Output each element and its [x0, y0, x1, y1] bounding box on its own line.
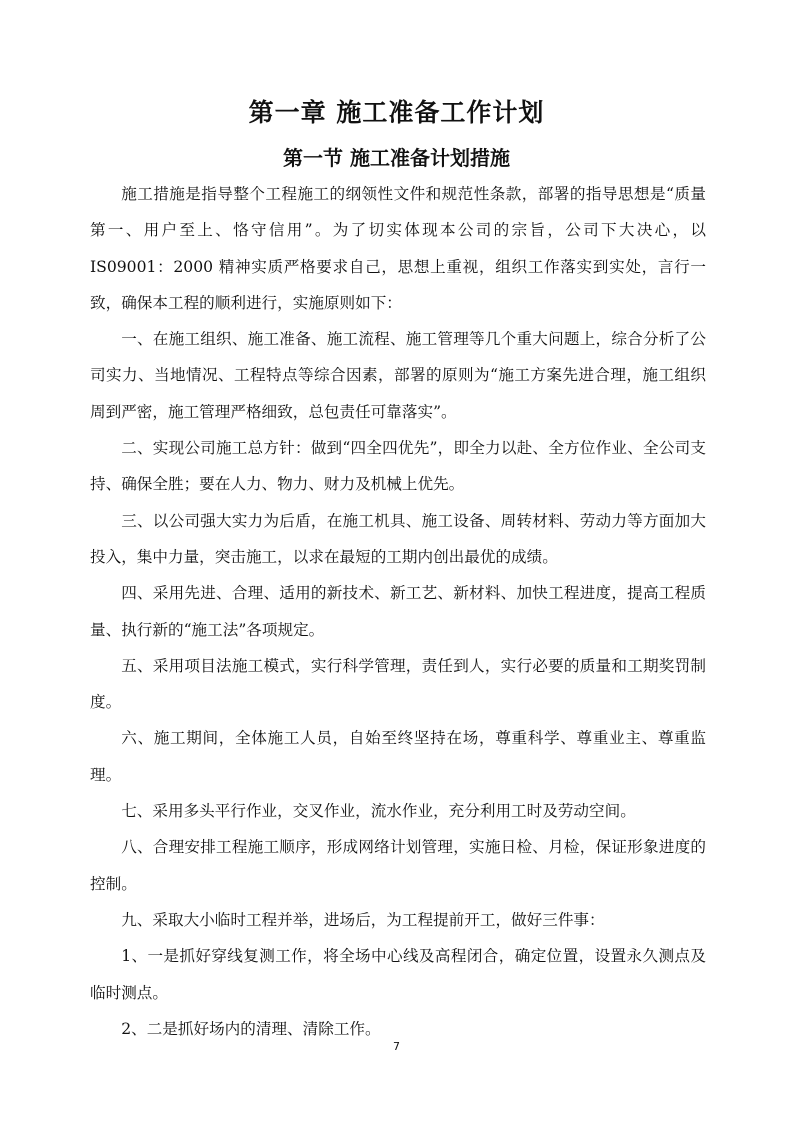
paragraph-item-1: 一、在施工组织、施工准备、施工流程、施工管理等几个重大问题上，综合分析了公司实力、当地情况、工程特点等综合因素，部署的原则为“施工方案先进合理，施工组织周到严密，施工管理严格细致，总包责任可靠落实”。 — [90, 330, 706, 421]
paragraph-subitem-1: 1、一是抓好穿线复测工作，将全场中心线及高程闭合，确定位置，设置永久测点及临时测点。 — [90, 947, 706, 1002]
paragraph-item-6: 六、施工期间，全体施工人员，自始至终坚持在场，尊重科学、尊重业主、尊重监理。 — [90, 729, 706, 784]
paragraph-item-8: 八、合理安排工程施工顺序，形成网络计划管理，实施日检、月检，保证形象进度的控制。 — [90, 838, 706, 893]
paragraph-item-2: 二、实现公司施工总方针：做到“四全四优先”，即全力以赴、全方位作业、全公司支持、确保全胜；要在人力、物力、财力及机械上优先。 — [90, 439, 706, 494]
paragraph-item-7: 七、采用多头平行作业，交叉作业，流水作业，充分利用工时及劳动空间。 — [121, 802, 636, 821]
body-text — [90, 176, 706, 1047]
paragraph-item-5: 五、采用项目法施工模式，实行科学管理，责任到人，实行必要的质量和工期奖罚制度。 — [90, 656, 706, 712]
paragraph-subitem-2: 2、二是抓好场内的清理、清除工作。 — [121, 1019, 381, 1038]
section-title: 第一节 施工准备计划措施 — [283, 146, 510, 170]
page-number: 7 — [393, 1040, 400, 1053]
chapter-title: 第一章 施工准备工作计划 — [248, 98, 545, 127]
paragraph-item-9: 九、采取大小临时工程并举，进场后，为工程提前开工，做好三件事： — [121, 910, 605, 929]
paragraph-item-3: 三、以公司强大实力为后盾，在施工机具、施工设备、周转材料、劳动力等方面加大投入，集中力量，突击施工，以求在最短的工期内创出最优的成绩。 — [90, 511, 706, 566]
paragraph-intro: 施工措施是指导整个工程施工的纲领性文件和规范性条款，部署的指导思想是“质量第一、用户至上、恪守信用”。为了切实体现本公司的宗旨，公司下大决心，以 IS09001：2000 精神实质严格要求自己，思想上重视，组织工作落实到实处，言行一致，确保本工程的顺利进行，实施原则如下： — [90, 185, 706, 312]
paragraph-item-4: 四、采用先进、合理、适用的新技术、新工艺、新材料、加快工程进度，提高工程质量、执行新的“施工法”各项规定。 — [90, 584, 706, 639]
